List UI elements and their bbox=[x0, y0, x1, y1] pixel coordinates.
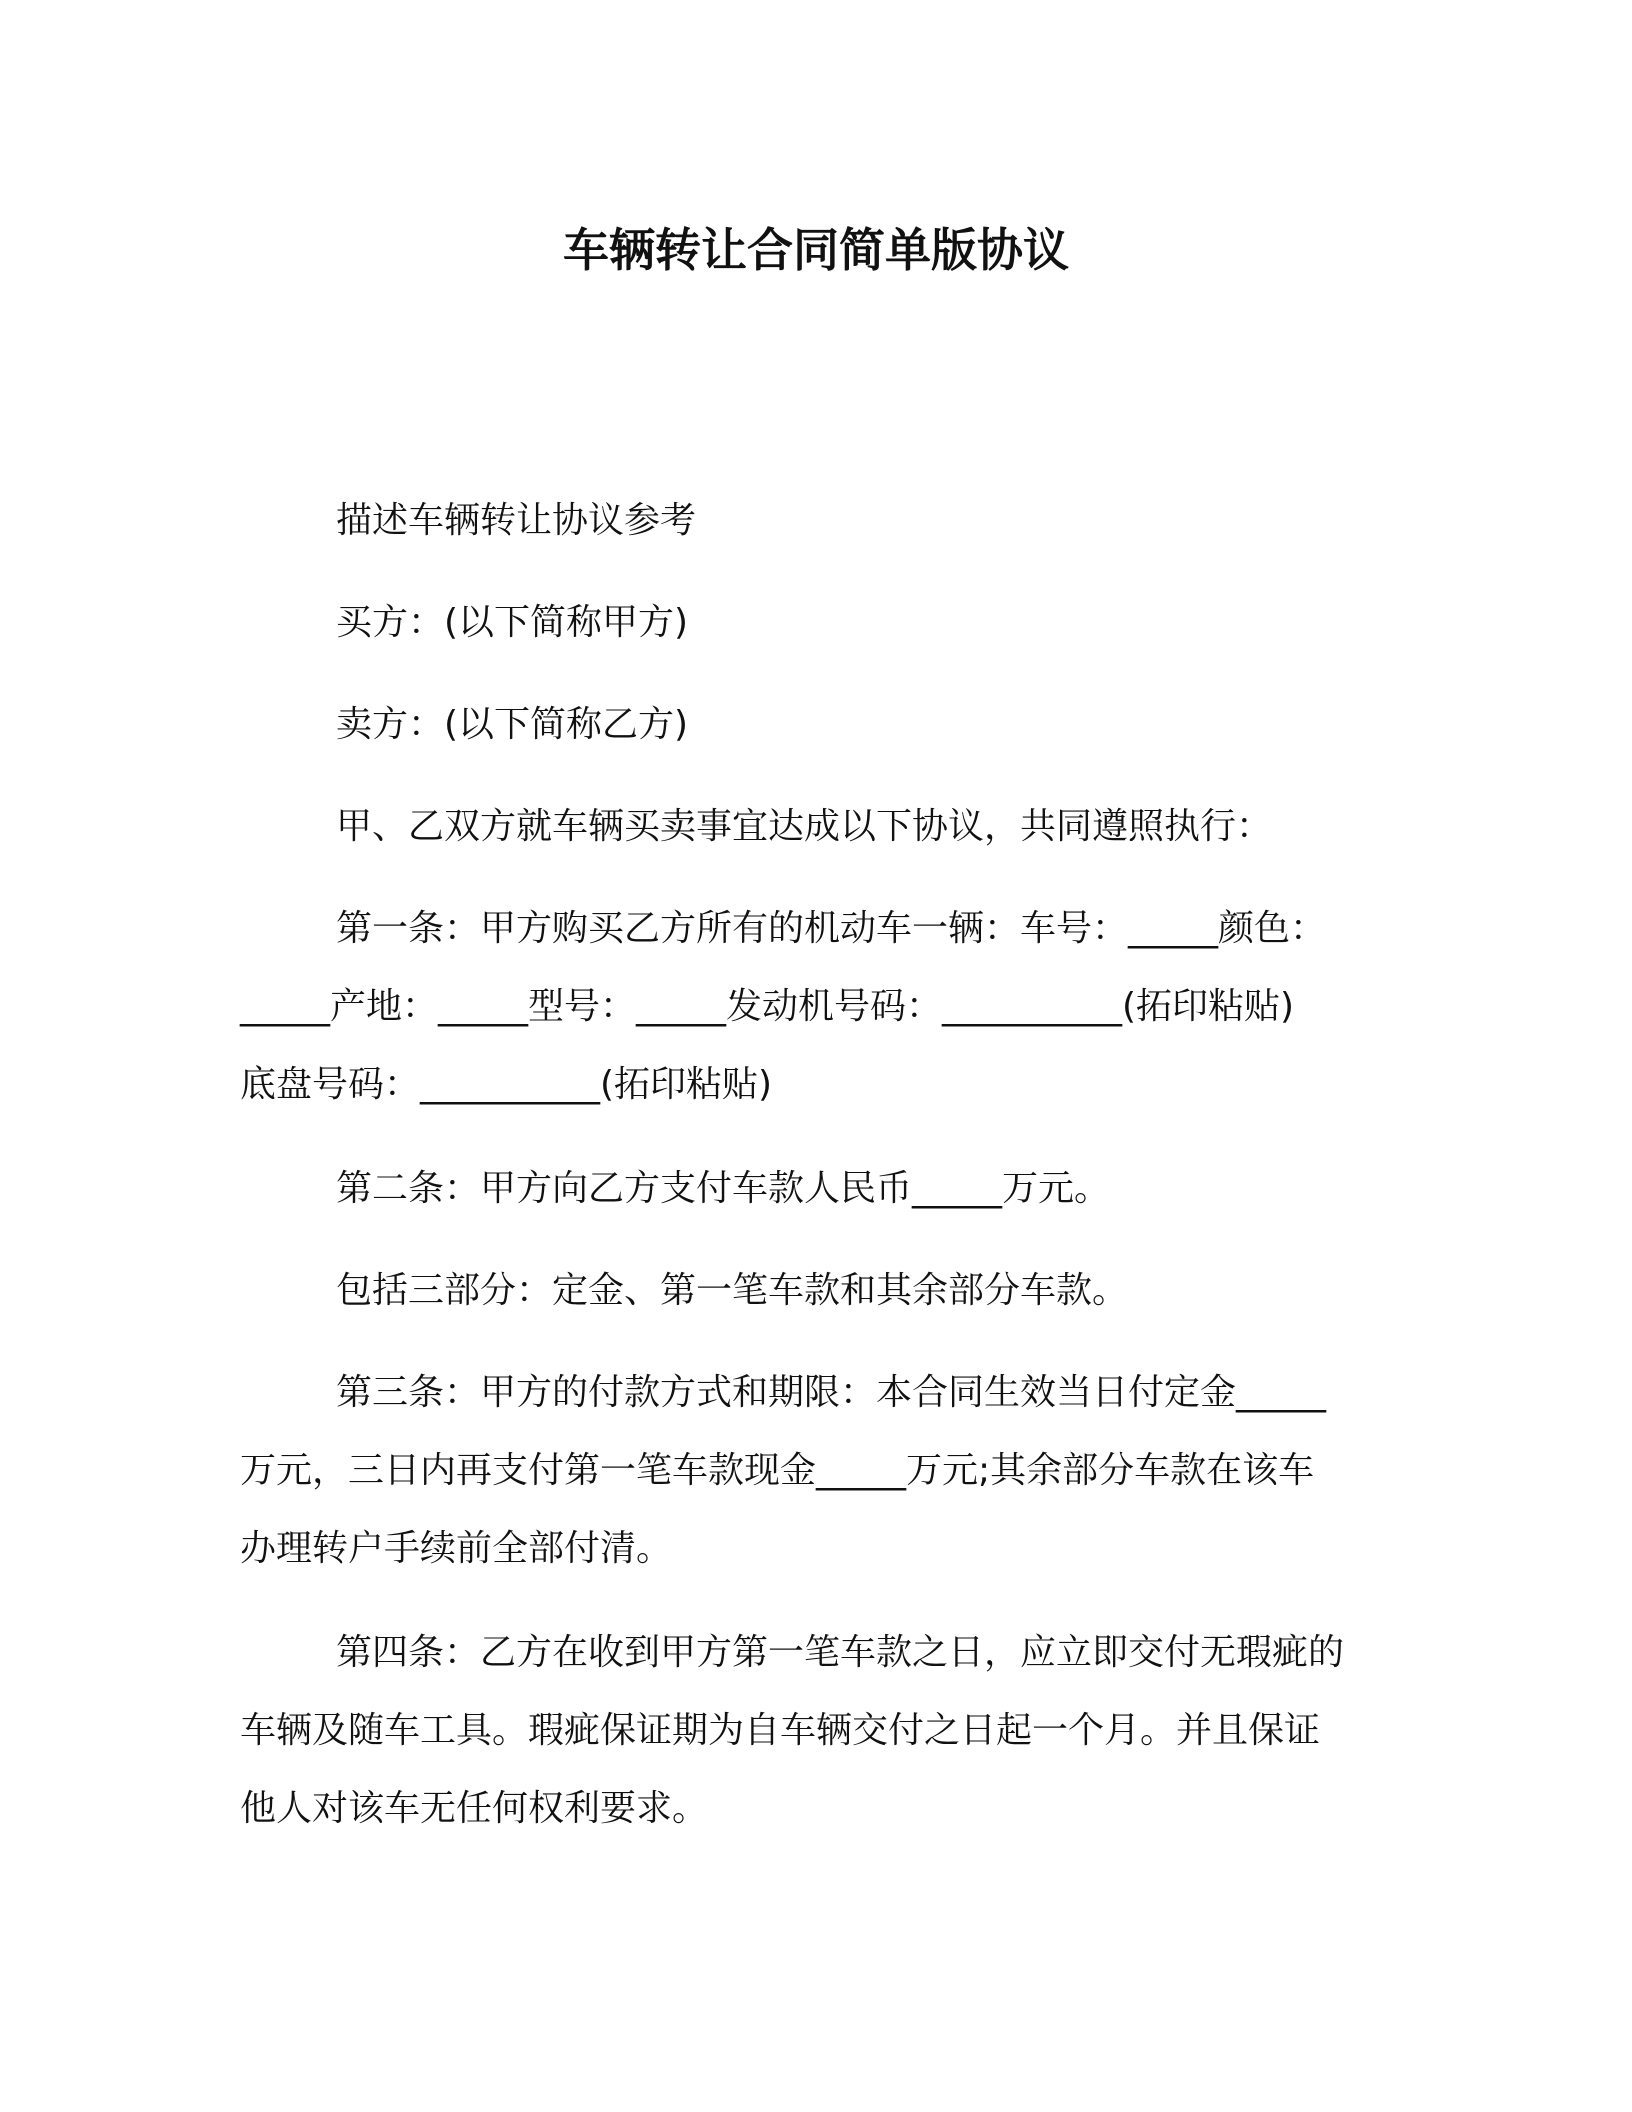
document-title: 车辆转让合同简单版协议 bbox=[563, 223, 1069, 277]
paragraph-line: 第四条：乙方在收到甲方第一笔车款之日，应立即交付无瑕疵的 bbox=[336, 1632, 1345, 1673]
paragraph-line: 第二条：甲方向乙方支付车款人民币_____万元。 bbox=[336, 1168, 1111, 1209]
paragraph-article-3 bbox=[240, 1354, 1326, 1588]
paragraph-line: _____产地：_____型号：_____发动机号码：__________(拓印粘贴) bbox=[240, 986, 1295, 1027]
paragraph-line: 办理转户手续前全部付清。 bbox=[240, 1528, 673, 1569]
paragraph-agreement-statement bbox=[240, 788, 1272, 866]
paragraph-line: 万元，三日内再支付第一笔车款现金_____万元;其余部分车款在该车 bbox=[240, 1450, 1315, 1491]
paragraph-line: 描述车辆转让协议参考 bbox=[336, 500, 697, 541]
paragraph-line: 包括三部分：定金、第一笔车款和其余部分车款。 bbox=[336, 1270, 1129, 1311]
paragraph-line: 第三条：甲方的付款方式和期限：本合同生效当日付定金_____ bbox=[336, 1372, 1327, 1413]
paragraph-line: 他人对该车无任何权利要求。 bbox=[240, 1788, 709, 1829]
paragraph-buyer bbox=[240, 584, 688, 662]
paragraph-intro bbox=[240, 482, 696, 560]
paragraph-line: 甲、乙双方就车辆买卖事宜达成以下协议，共同遵照执行： bbox=[336, 806, 1273, 847]
paragraph-article-1 bbox=[240, 890, 1326, 1124]
paragraph-seller bbox=[240, 686, 688, 764]
paragraph-article-2 bbox=[240, 1150, 1110, 1228]
paragraph-line: 车辆及随车工具。瑕疵保证期为自车辆交付之日起一个月。并且保证 bbox=[240, 1710, 1321, 1751]
paragraph-line: 第一条：甲方购买乙方所有的机动车一辆：车号：_____颜色： bbox=[336, 908, 1327, 949]
paragraph-line: 卖方：(以下简称乙方) bbox=[336, 704, 689, 745]
paragraph-line: 买方：(以下简称甲方) bbox=[336, 602, 689, 643]
paragraph-line: 底盘号码：__________(拓印粘贴) bbox=[240, 1064, 773, 1105]
paragraph-article-4 bbox=[240, 1614, 1344, 1848]
paragraph-payment-parts bbox=[240, 1252, 1128, 1330]
